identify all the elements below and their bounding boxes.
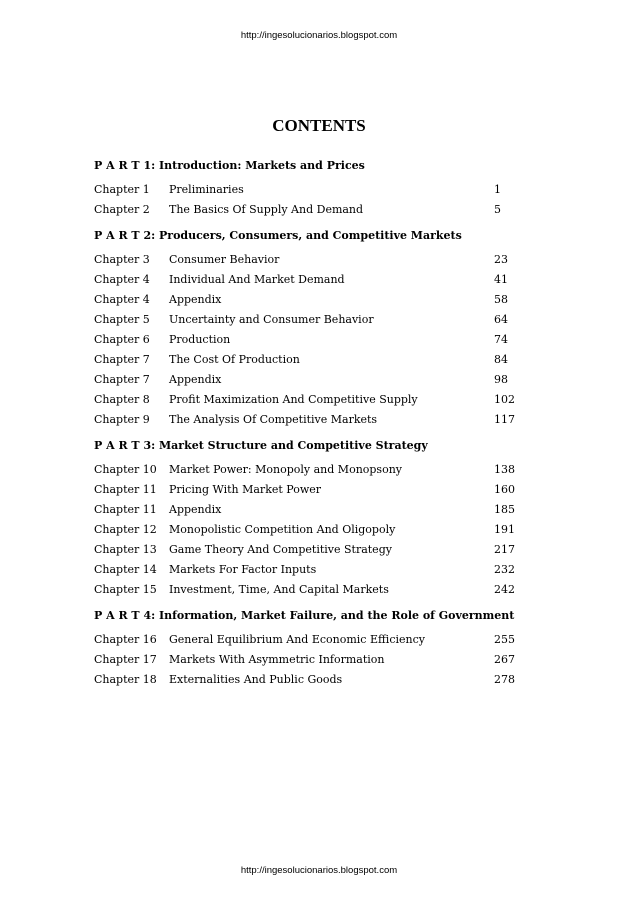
- chapter-number: Chapter 14: [94, 563, 157, 576]
- part-heading: P A R T 2: Producers, Consumers, and Competitive Markets: [94, 229, 462, 242]
- chapter-number: Chapter 1: [94, 183, 150, 196]
- page-number: 64: [494, 313, 508, 326]
- toc-row: [94, 270, 524, 290]
- chapter-title: General Equilibrium And Economic Efficiency: [169, 633, 425, 646]
- chapter-number: Chapter 11: [94, 483, 157, 496]
- chapter-title: Preliminaries: [169, 183, 244, 196]
- toc-row: [94, 540, 524, 560]
- chapter-list: [94, 180, 524, 220]
- page-number: 278: [494, 673, 515, 686]
- toc-row: [94, 250, 524, 270]
- chapter-title: Markets With Asymmetric Information: [169, 653, 385, 666]
- chapter-title: Investment, Time, And Capital Markets: [169, 583, 389, 596]
- chapter-number: Chapter 7: [94, 353, 150, 366]
- toc-row: [94, 520, 524, 540]
- toc-row: [94, 630, 524, 650]
- chapter-number: Chapter 8: [94, 393, 150, 406]
- toc-row: [94, 290, 524, 310]
- chapter-title: Pricing With Market Power: [169, 483, 322, 496]
- chapter-title: Profit Maximization And Competitive Supply: [169, 393, 418, 406]
- chapter-title: Appendix: [169, 293, 222, 306]
- chapter-title: Game Theory And Competitive Strategy: [169, 543, 392, 556]
- chapter-title: Production: [169, 333, 231, 346]
- toc-row: [94, 460, 524, 480]
- toc-row: [94, 310, 524, 330]
- toc-row: [94, 350, 524, 370]
- page-number: 98: [494, 373, 508, 386]
- page-number: 58: [494, 293, 508, 306]
- chapter-number: Chapter 10: [94, 463, 157, 476]
- page-number: 84: [494, 353, 508, 366]
- page-number: 138: [494, 463, 515, 476]
- chapter-number: Chapter 9: [94, 413, 150, 426]
- toc-row: [94, 200, 524, 220]
- chapter-title: Markets For Factor Inputs: [169, 563, 317, 576]
- chapter-number: Chapter 3: [94, 253, 150, 266]
- toc-row: [94, 670, 524, 690]
- part-heading: P A R T 3: Market Structure and Competitive Strategy: [94, 439, 428, 452]
- chapter-title: Uncertainty and Consumer Behavior: [169, 313, 374, 326]
- page-number: 185: [494, 503, 515, 516]
- chapter-number: Chapter 17: [94, 653, 157, 666]
- toc-row: [94, 410, 524, 430]
- header-url[interactable]: http://ingesolucionarios.blogspot.com: [240, 30, 398, 41]
- chapter-title: The Basics Of Supply And Demand: [169, 203, 364, 216]
- toc-row: [94, 370, 524, 390]
- chapter-list: [94, 250, 524, 430]
- chapter-list: [94, 630, 524, 690]
- page-number: 255: [494, 633, 515, 646]
- page-number: 160: [494, 483, 515, 496]
- page-number: 242: [494, 583, 515, 596]
- toc-row: [94, 480, 524, 500]
- footer-url[interactable]: http://ingesolucionarios.blogspot.com: [240, 865, 398, 876]
- chapter-list: [94, 460, 524, 600]
- chapter-number: Chapter 4: [94, 273, 150, 286]
- chapter-title: Monopolistic Competition And Oligopoly: [169, 523, 396, 536]
- chapter-number: Chapter 12: [94, 523, 157, 536]
- chapter-title: Market Power: Monopoly and Monopsony: [169, 463, 403, 476]
- toc-row: [94, 560, 524, 580]
- chapter-title: Individual And Market Demand: [169, 273, 345, 286]
- chapter-title: The Analysis Of Competitive Markets: [169, 413, 378, 426]
- page-number: 232: [494, 563, 515, 576]
- chapter-number: Chapter 13: [94, 543, 157, 556]
- chapter-number: Chapter 11: [94, 503, 157, 516]
- chapter-title: Externalities And Public Goods: [169, 673, 343, 686]
- toc-row: [94, 500, 524, 520]
- toc-row: [94, 580, 524, 600]
- chapter-number: Chapter 4: [94, 293, 150, 306]
- page-number: 102: [494, 393, 515, 406]
- chapter-title: Appendix: [169, 373, 222, 386]
- chapter-number: Chapter 7: [94, 373, 150, 386]
- chapter-number: Chapter 6: [94, 333, 150, 346]
- chapter-number: Chapter 16: [94, 633, 157, 646]
- page-title: CONTENTS: [272, 116, 366, 135]
- toc-row: [94, 180, 524, 200]
- page-number: 41: [494, 273, 508, 286]
- chapter-number: Chapter 15: [94, 583, 157, 596]
- chapter-number: Chapter 5: [94, 313, 150, 326]
- page-number: 74: [494, 333, 508, 346]
- page-number: 117: [494, 413, 515, 426]
- chapter-title: Consumer Behavior: [169, 253, 280, 266]
- chapter-number: Chapter 18: [94, 673, 157, 686]
- page-number: 1: [494, 183, 501, 196]
- page-number: 23: [494, 253, 508, 266]
- page-number: 191: [494, 523, 515, 536]
- chapter-title: The Cost Of Production: [169, 353, 300, 366]
- part-heading: P A R T 4: Information, Market Failure, and the Role of Government: [94, 609, 515, 622]
- toc-row: [94, 650, 524, 670]
- chapter-number: Chapter 2: [94, 203, 150, 216]
- toc-row: [94, 390, 524, 410]
- table-of-contents: [94, 156, 524, 696]
- part-heading: P A R T 1: Introduction: Markets and Prices: [94, 159, 365, 172]
- chapter-title: Appendix: [169, 503, 222, 516]
- toc-row: [94, 330, 524, 350]
- page-number: 217: [494, 543, 515, 556]
- page-number: 267: [494, 653, 515, 666]
- page-number: 5: [494, 203, 501, 216]
